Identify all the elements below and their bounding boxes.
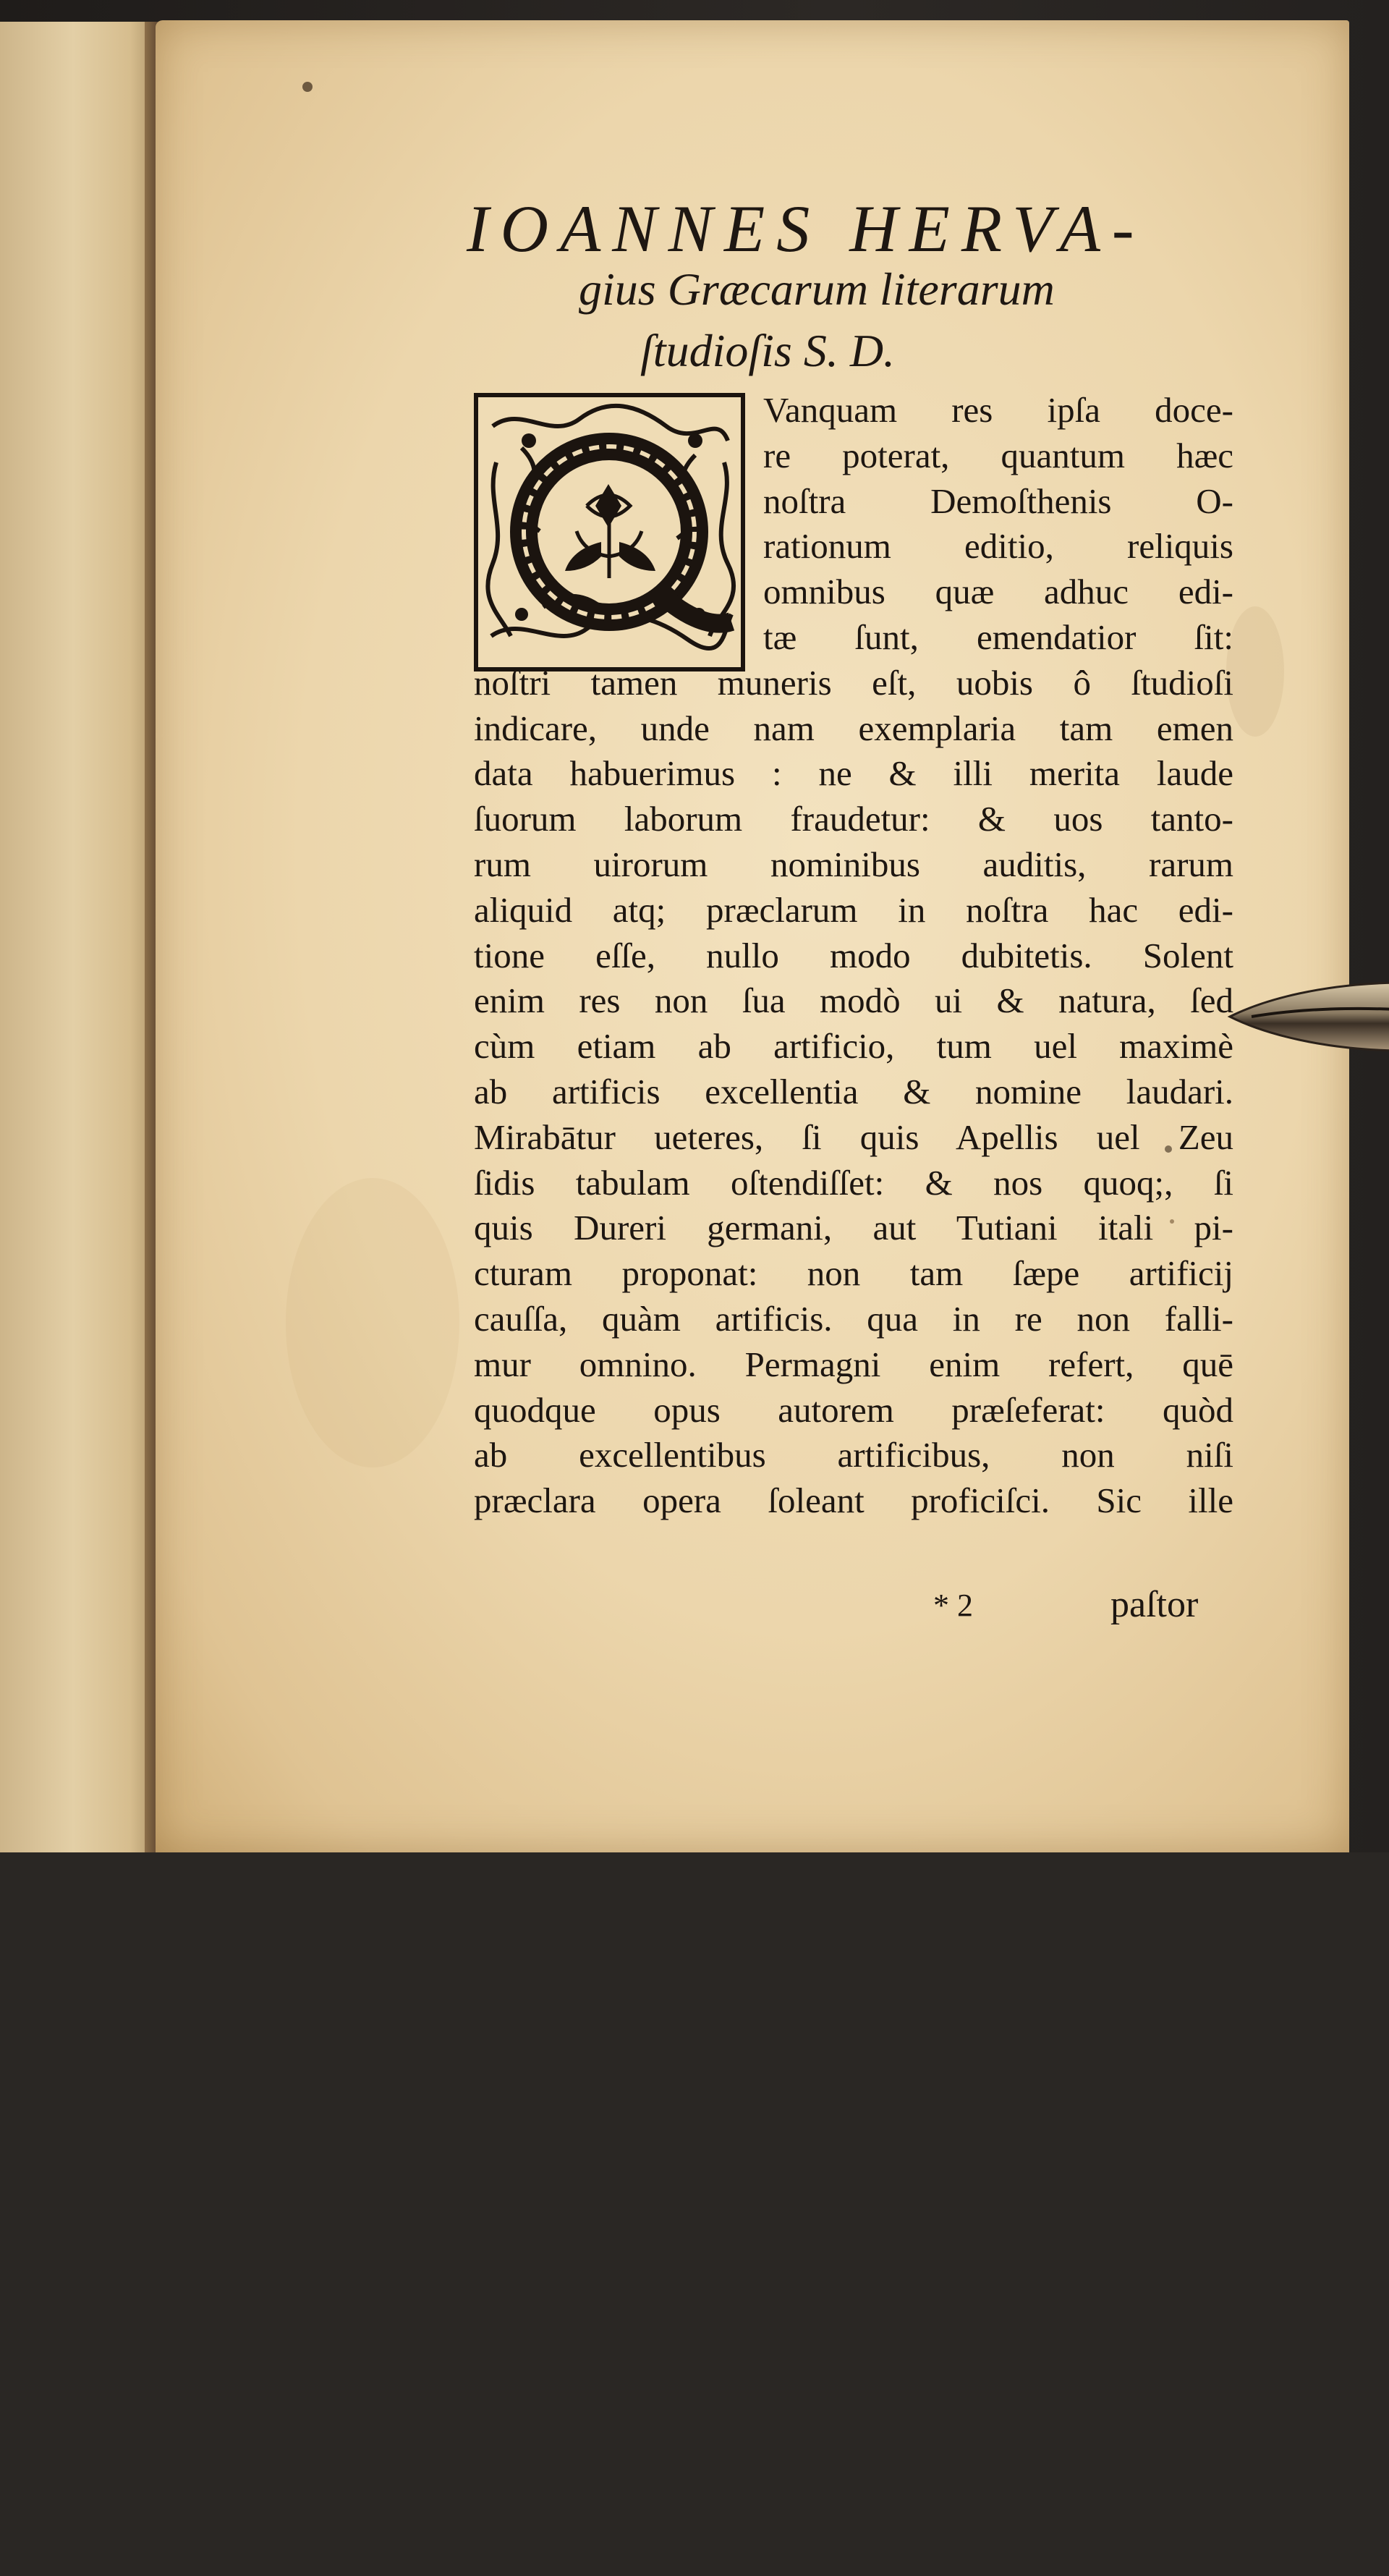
text-line: noſtri tamen muneris eſt, uobis ô ſtudioſi xyxy=(474,662,1233,703)
heading-line-1: IOANNES HERVA- xyxy=(467,192,1146,266)
text-line: quodque opus autorem præſeferat: quòd xyxy=(474,1389,1233,1430)
text-line: data habuerimus : ne & illi merita laude xyxy=(474,753,1233,794)
heading-line-2: gius Græcarum literarum xyxy=(579,263,1055,315)
text-line: ab excellentibus artificibus, non niſi xyxy=(474,1435,1233,1475)
catchword: paſtor xyxy=(1110,1584,1199,1625)
text-line: præclara opera ſoleant proficiſci. Sic ille xyxy=(474,1480,1233,1521)
body-text xyxy=(474,388,1233,1524)
facing-page-bleed xyxy=(0,22,43,2576)
text-line: Mirabātur ueteres, ſi quis Apellis uel Zeu xyxy=(474,1117,1233,1157)
text-line: Vanquam res ipſa doce- xyxy=(763,390,1233,430)
text-line: noſtra Demoſthenis O- xyxy=(763,480,1233,521)
text-line: rationum editio, reliquis xyxy=(763,526,1233,567)
text-line: cauſſa, quàm artificis. qua in re non falli- xyxy=(474,1298,1233,1339)
text-line: rum uirorum nominibus auditis, rarum xyxy=(474,844,1233,884)
text-line: tione eſſe, nullo modo dubitetis. Solent xyxy=(474,935,1233,975)
text-line: cùm etiam ab artificio, tum uel maximè xyxy=(474,1026,1233,1067)
text-line: ſuorum laborum fraudetur: & uos tanto- xyxy=(474,799,1233,839)
text-line: aliquid atq; præclarum in noſtra hac edi- xyxy=(474,889,1233,930)
book-page xyxy=(156,20,1349,1852)
text-line: indicare, unde nam exemplaria tam emen xyxy=(474,708,1233,748)
text-line: ab artificis excellentia & nomine laudari. xyxy=(474,1071,1233,1111)
text-line: cturam proponat: non tam ſæpe artificij xyxy=(474,1253,1233,1294)
text-line: enim res non ſua modò ui & natura, ſed xyxy=(474,980,1233,1021)
page-weight-pointer-icon xyxy=(1223,970,1389,1064)
facing-page-edge xyxy=(0,22,163,1852)
text-line: tæ ſunt, emendatior ſit: xyxy=(763,617,1233,657)
text-line: quis Dureri germani, aut Tutiani itali pi- xyxy=(474,1208,1233,1248)
text-line: mur omnino. Permagni enim refert, quē xyxy=(474,1344,1233,1384)
text-line: omnibus quæ adhuc edi- xyxy=(763,572,1233,612)
text-line: ſidis tabulam oſtendiſſet: & nos quoq;, ſi xyxy=(474,1162,1233,1203)
signature-mark: * 2 xyxy=(933,1588,973,1623)
heading-line-3: ſtudioſis S. D. xyxy=(640,325,896,376)
text-line: re poterat, quantum hæc xyxy=(763,435,1233,475)
